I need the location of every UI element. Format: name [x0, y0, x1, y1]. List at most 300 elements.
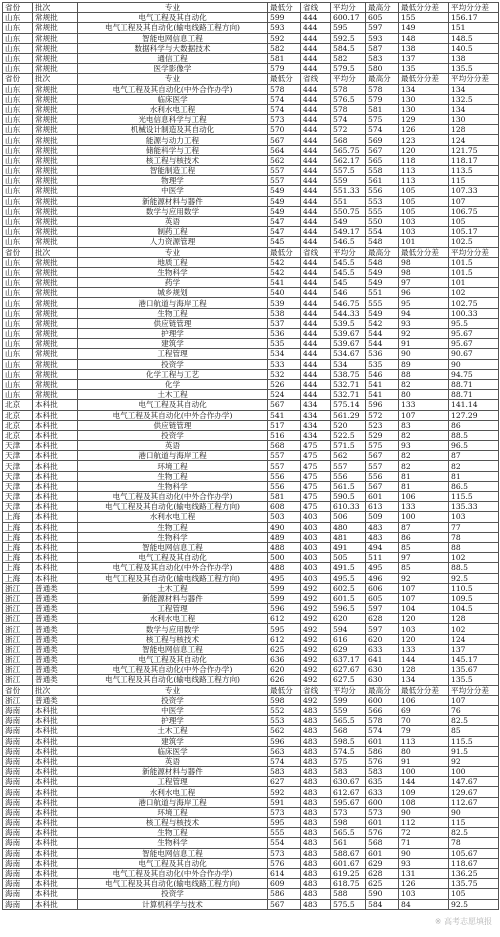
cell-max-score: 546 [366, 369, 399, 379]
cell-major: 土木工程 [78, 390, 268, 400]
cell-batch: 本科批 [33, 736, 78, 746]
cell-batch: 本科批 [33, 767, 78, 777]
table-row [3, 369, 499, 379]
cell-major: 电气工程及其自动化 [78, 858, 268, 868]
cell-province-line: 444 [301, 104, 331, 114]
cell-batch: 常规批 [33, 298, 78, 308]
cell-max-score: 601 [366, 492, 399, 502]
cell-major: 环境工程 [78, 807, 268, 817]
cell-avg-diff: 92.5 [449, 573, 499, 583]
table-row [3, 848, 499, 858]
cell-major: 生物工程 [78, 308, 268, 318]
cell-province-line: 492 [301, 644, 331, 654]
cell-province-line: 483 [301, 868, 331, 878]
cell-major: 生物工程 [78, 522, 268, 532]
cell-avg-score: 583 [331, 767, 366, 777]
cell-province: 浙江 [3, 644, 33, 654]
cell-batch: 常规批 [33, 359, 78, 369]
cell-min-score: 596 [268, 604, 301, 614]
cell-max-score: 541 [366, 379, 399, 389]
cell-avg-score: 568 [331, 726, 366, 736]
cell-province: 海南 [3, 838, 33, 848]
cell-major: 中医学 [78, 186, 268, 196]
cell-min-score: 608 [268, 502, 301, 512]
cell-avg-score: 559 [331, 176, 366, 186]
cell-min-diff: 93 [399, 441, 449, 451]
table-row [3, 186, 499, 196]
cell-min-diff: 100 [399, 512, 449, 522]
cell-avg-diff: 134 [449, 104, 499, 114]
cell-min-diff: 82 [399, 430, 449, 440]
cell-avg-score: 534 [331, 359, 366, 369]
cell-province: 山东 [3, 349, 33, 359]
header-cell-province-line: 省线 [301, 3, 331, 13]
cell-avg-diff: 113.5 [449, 166, 499, 176]
cell-batch: 常规批 [33, 369, 78, 379]
table-row [3, 390, 499, 400]
cell-province-line: 444 [301, 339, 331, 349]
cell-max-score: 597 [366, 604, 399, 614]
cell-major: 数学与应用数学 [78, 624, 268, 634]
cell-province-line: 483 [301, 705, 331, 715]
cell-min-diff: 131 [399, 868, 449, 878]
cell-avg-diff: 147.67 [449, 777, 499, 787]
cell-min-score: 579 [268, 64, 301, 74]
cell-max-score: 536 [366, 349, 399, 359]
cell-batch: 常规批 [33, 94, 78, 104]
cell-province-line: 444 [301, 278, 331, 288]
cell-major: 工程管理 [78, 604, 268, 614]
table-row [3, 563, 499, 573]
cell-province-line: 444 [301, 94, 331, 104]
cell-province-line: 475 [301, 481, 331, 491]
cell-min-diff: 105 [399, 196, 449, 206]
cell-min-score: 553 [268, 716, 301, 726]
cell-max-score: 568 [366, 838, 399, 848]
table-row [3, 502, 499, 512]
cell-province: 海南 [3, 868, 33, 878]
cell-batch: 常规批 [33, 278, 78, 288]
cell-batch: 普通类 [33, 583, 78, 593]
cell-max-score: 584 [366, 899, 399, 909]
cell-max-score: 565 [366, 155, 399, 165]
cell-major: 电气工程及其自动化(中外合作办学) [78, 868, 268, 878]
cell-avg-score: 546.5 [331, 237, 366, 247]
cell-major: 核工程与核技术 [78, 818, 268, 828]
header-cell-avg-score: 平均分 [331, 685, 366, 695]
cell-avg-diff: 103 [449, 512, 499, 522]
cell-avg-score: 539.67 [331, 339, 366, 349]
table-row [3, 879, 499, 889]
cell-min-score: 574 [268, 104, 301, 114]
cell-batch: 常规批 [33, 186, 78, 196]
cell-batch: 常规批 [33, 176, 78, 186]
cell-max-score: 601 [366, 736, 399, 746]
cell-batch: 本科批 [33, 705, 78, 715]
cell-max-score: 600 [366, 695, 399, 705]
cell-province-line: 444 [301, 64, 331, 74]
cell-province-line: 444 [301, 125, 331, 135]
table-row [3, 726, 499, 736]
cell-batch: 本科批 [33, 573, 78, 583]
cell-min-diff: 144 [399, 777, 449, 787]
cell-avg-diff: 137 [449, 644, 499, 654]
cell-batch: 普通类 [33, 604, 78, 614]
cell-batch: 常规批 [33, 349, 78, 359]
cell-major: 新能源材料与器件 [78, 196, 268, 206]
table-row [3, 614, 499, 624]
cell-batch: 本科批 [33, 787, 78, 797]
cell-batch: 常规批 [33, 125, 78, 135]
cell-major: 通信工程 [78, 53, 268, 63]
cell-min-diff: 120 [399, 634, 449, 644]
cell-major: 智能制造工程 [78, 166, 268, 176]
cell-avg-diff: 124 [449, 634, 499, 644]
table-row [3, 746, 499, 756]
cell-batch: 本科批 [33, 481, 78, 491]
cell-min-score: 570 [268, 125, 301, 135]
cell-min-score: 592 [268, 33, 301, 43]
cell-batch: 本科批 [33, 868, 78, 878]
cell-province-line: 483 [301, 777, 331, 787]
cell-max-score: 575 [366, 115, 399, 125]
cell-max-score: 630 [366, 675, 399, 685]
cell-major: 物理学 [78, 176, 268, 186]
cell-province: 浙江 [3, 655, 33, 665]
table-row [3, 379, 499, 389]
cell-province: 上海 [3, 573, 33, 583]
cell-province-line: 492 [301, 634, 331, 644]
table-row [3, 420, 499, 430]
table-row [3, 593, 499, 603]
cell-major: 电气工程及其自动化(中外合作办学) [78, 410, 268, 420]
cell-province-line: 444 [301, 329, 331, 339]
table-row [3, 23, 499, 33]
cell-major: 工程管理 [78, 777, 268, 787]
cell-avg-score: 549 [331, 216, 366, 226]
cell-max-score: 581 [366, 104, 399, 114]
cell-batch: 本科批 [33, 512, 78, 522]
cell-min-diff: 133 [399, 502, 449, 512]
cell-avg-diff: 151 [449, 23, 499, 33]
cell-min-diff: 101 [399, 237, 449, 247]
cell-avg-score: 561 [331, 838, 366, 848]
cell-province-line: 403 [301, 573, 331, 583]
cell-min-score: 612 [268, 634, 301, 644]
table-row [3, 329, 499, 339]
table-header-row [3, 685, 499, 695]
cell-province: 浙江 [3, 604, 33, 614]
cell-province-line: 492 [301, 695, 331, 705]
cell-avg-score: 620 [331, 614, 366, 624]
cell-avg-diff: 115 [449, 818, 499, 828]
cell-major: 光电信息科学与工程 [78, 115, 268, 125]
cell-province: 海南 [3, 818, 33, 828]
cell-province-line: 492 [301, 675, 331, 685]
cell-province-line: 492 [301, 593, 331, 603]
table-row [3, 84, 499, 94]
cell-major: 新能源材料与器件 [78, 593, 268, 603]
cell-batch: 本科批 [33, 818, 78, 828]
cell-min-score: 495 [268, 573, 301, 583]
cell-province-line: 444 [301, 206, 331, 216]
cell-avg-score: 505 [331, 553, 366, 563]
cell-major: 机械设计制造及其自动化 [78, 125, 268, 135]
cell-max-score: 535 [366, 359, 399, 369]
cell-province: 山东 [3, 145, 33, 155]
cell-max-score: 578 [366, 84, 399, 94]
cell-min-score: 620 [268, 665, 301, 675]
cell-max-score: 483 [366, 532, 399, 542]
cell-major: 电气工程及其自动化 [78, 655, 268, 665]
cell-batch: 常规批 [33, 390, 78, 400]
cell-max-score: 606 [366, 583, 399, 593]
table-row [3, 797, 499, 807]
cell-major: 数据科学与大数据技术 [78, 43, 268, 53]
cell-avg-score: 571.5 [331, 441, 366, 451]
cell-province: 北京 [3, 400, 33, 410]
cell-avg-score: 601.5 [331, 593, 366, 603]
cell-avg-score: 562.17 [331, 155, 366, 165]
cell-max-score: 573 [366, 807, 399, 817]
cell-min-score: 541 [268, 410, 301, 420]
cell-province: 浙江 [3, 695, 33, 705]
cell-major: 水利水电工程 [78, 512, 268, 522]
cell-batch: 普通类 [33, 665, 78, 675]
cell-province: 上海 [3, 522, 33, 532]
cell-province-line: 434 [301, 400, 331, 410]
cell-province: 山东 [3, 267, 33, 277]
cell-min-diff: 120 [399, 614, 449, 624]
cell-avg-score: 598 [331, 818, 366, 828]
cell-min-score: 599 [268, 13, 301, 23]
cell-major: 城乡规划 [78, 288, 268, 298]
cell-province-line: 444 [301, 196, 331, 206]
cell-min-score: 554 [268, 838, 301, 848]
cell-avg-diff: 91.5 [449, 746, 499, 756]
cell-province-line: 475 [301, 471, 331, 481]
cell-max-score: 583 [366, 53, 399, 63]
cell-province-line: 483 [301, 838, 331, 848]
cell-min-score: 488 [268, 563, 301, 573]
cell-max-score: 596 [366, 400, 399, 410]
header-cell-province: 省份 [3, 685, 33, 695]
cell-province-line: 434 [301, 430, 331, 440]
table-row [3, 807, 499, 817]
cell-province: 海南 [3, 899, 33, 909]
header-cell-province: 省份 [3, 3, 33, 13]
cell-max-score: 558 [366, 166, 399, 176]
cell-min-score: 542 [268, 257, 301, 267]
cell-province: 海南 [3, 848, 33, 858]
cell-min-score: 609 [268, 879, 301, 889]
cell-major: 制药工程 [78, 227, 268, 237]
cell-major: 人力资源管理 [78, 237, 268, 247]
cell-province-line: 483 [301, 889, 331, 899]
cell-min-diff: 138 [399, 43, 449, 53]
cell-avg-score: 578 [331, 104, 366, 114]
cell-avg-score: 532.71 [331, 379, 366, 389]
table-row [3, 53, 499, 63]
cell-min-diff: 113 [399, 736, 449, 746]
cell-major: 投资学 [78, 889, 268, 899]
cell-province-line: 475 [301, 461, 331, 471]
cell-avg-score: 619.25 [331, 868, 366, 878]
cell-min-diff: 113 [399, 166, 449, 176]
cell-min-score: 535 [268, 339, 301, 349]
cell-min-score: 573 [268, 807, 301, 817]
cell-province-line: 403 [301, 512, 331, 522]
header-cell-province: 省份 [3, 74, 33, 84]
cell-province-line: 483 [301, 858, 331, 868]
cell-avg-diff: 82.5 [449, 828, 499, 838]
cell-major: 投资学 [78, 430, 268, 440]
cell-batch: 本科批 [33, 726, 78, 736]
header-cell-avg-diff: 平均分分差 [449, 74, 499, 84]
cell-province: 山东 [3, 53, 33, 63]
cell-avg-diff: 100 [449, 767, 499, 777]
table-row [3, 135, 499, 145]
cell-major: 英语 [78, 216, 268, 226]
cell-major: 能源与动力工程 [78, 135, 268, 145]
cell-max-score: 641 [366, 655, 399, 665]
cell-min-score: 567 [268, 400, 301, 410]
cell-province: 山东 [3, 288, 33, 298]
cell-major: 临床医学 [78, 746, 268, 756]
cell-province-line: 483 [301, 818, 331, 828]
cell-avg-diff: 82 [449, 461, 499, 471]
cell-min-diff: 93 [399, 858, 449, 868]
cell-avg-diff: 102 [449, 288, 499, 298]
cell-province-line: 444 [301, 237, 331, 247]
cell-province-line: 483 [301, 767, 331, 777]
cell-min-score: 532 [268, 369, 301, 379]
cell-min-score: 541 [268, 278, 301, 288]
cell-province: 天津 [3, 461, 33, 471]
cell-min-diff: 90 [399, 807, 449, 817]
cell-min-score: 592 [268, 787, 301, 797]
cell-avg-score: 602.5 [331, 583, 366, 593]
cell-min-score: 576 [268, 858, 301, 868]
cell-min-diff: 129 [399, 115, 449, 125]
cell-avg-score: 546.75 [331, 298, 366, 308]
cell-min-diff: 137 [399, 53, 449, 63]
cell-avg-diff: 145.17 [449, 655, 499, 665]
cell-avg-diff: 102.75 [449, 298, 499, 308]
cell-max-score: 567 [366, 451, 399, 461]
header-cell-avg-diff: 平均分分差 [449, 685, 499, 695]
cell-province-line: 444 [301, 288, 331, 298]
cell-province: 山东 [3, 308, 33, 318]
cell-min-score: 596 [268, 736, 301, 746]
cell-min-score: 593 [268, 23, 301, 33]
cell-avg-score: 545.5 [331, 267, 366, 277]
cell-province-line: 444 [301, 369, 331, 379]
table-row [3, 573, 499, 583]
cell-avg-score: 565.5 [331, 828, 366, 838]
cell-max-score: 529 [366, 430, 399, 440]
cell-avg-score: 561.29 [331, 410, 366, 420]
cell-batch: 本科批 [33, 879, 78, 889]
table-row [3, 298, 499, 308]
cell-batch: 普通类 [33, 593, 78, 603]
cell-avg-diff: 95.67 [449, 339, 499, 349]
cell-min-score: 574 [268, 94, 301, 104]
cell-avg-diff: 107.33 [449, 186, 499, 196]
cell-province: 浙江 [3, 665, 33, 675]
cell-major: 护理学 [78, 716, 268, 726]
cell-batch: 常规批 [33, 166, 78, 176]
header-cell-batch: 批次 [33, 247, 78, 257]
cell-province-line: 444 [301, 227, 331, 237]
cell-major: 供应链管理 [78, 420, 268, 430]
cell-avg-diff: 118.17 [449, 155, 499, 165]
cell-min-diff: 82 [399, 379, 449, 389]
cell-min-diff: 120 [399, 145, 449, 155]
cell-major: 生物科学 [78, 267, 268, 277]
cell-province: 山东 [3, 166, 33, 176]
cell-batch: 本科批 [33, 553, 78, 563]
cell-min-score: 567 [268, 135, 301, 145]
cell-batch: 常规批 [33, 33, 78, 43]
cell-province: 山东 [3, 339, 33, 349]
cell-avg-diff: 92 [449, 756, 499, 766]
cell-batch: 常规批 [33, 227, 78, 237]
cell-batch: 本科批 [33, 848, 78, 858]
cell-province: 海南 [3, 828, 33, 838]
cell-province: 海南 [3, 716, 33, 726]
cell-avg-score: 582 [331, 53, 366, 63]
cell-major: 生物科学 [78, 481, 268, 491]
cell-province: 山东 [3, 135, 33, 145]
cell-avg-score: 532.71 [331, 390, 366, 400]
cell-province-line: 403 [301, 542, 331, 552]
cell-avg-score: 578 [331, 84, 366, 94]
cell-avg-diff: 115.5 [449, 492, 499, 502]
table-row [3, 624, 499, 634]
table-row [3, 655, 499, 665]
cell-avg-diff: 88.5 [449, 430, 499, 440]
header-cell-batch: 批次 [33, 74, 78, 84]
cell-province-line: 444 [301, 166, 331, 176]
cell-province-line: 403 [301, 553, 331, 563]
cell-province: 山东 [3, 84, 33, 94]
cell-major: 计算机科学与技术 [78, 899, 268, 909]
cell-major: 电气工程及其自动化(中外合作办学) [78, 563, 268, 573]
cell-avg-diff: 135.67 [449, 665, 499, 675]
cell-batch: 常规批 [33, 135, 78, 145]
cell-min-score: 557 [268, 451, 301, 461]
cell-avg-diff: 112.67 [449, 797, 499, 807]
cell-batch: 常规批 [33, 23, 78, 33]
cell-max-score: 630 [366, 665, 399, 675]
cell-avg-score: 549.17 [331, 227, 366, 237]
cell-min-score: 636 [268, 655, 301, 665]
cell-min-score: 542 [268, 267, 301, 277]
cell-major: 生物工程 [78, 471, 268, 481]
cell-min-diff: 118 [399, 155, 449, 165]
cell-avg-score: 590.5 [331, 492, 366, 502]
cell-max-score: 496 [366, 573, 399, 583]
table-row [3, 410, 499, 420]
cell-avg-diff: 141.14 [449, 400, 499, 410]
cell-province-line: 492 [301, 614, 331, 624]
cell-min-diff: 107 [399, 583, 449, 593]
cell-avg-score: 520 [331, 420, 366, 430]
cell-province: 上海 [3, 553, 33, 563]
cell-province-line: 492 [301, 665, 331, 675]
cell-province: 山东 [3, 176, 33, 186]
